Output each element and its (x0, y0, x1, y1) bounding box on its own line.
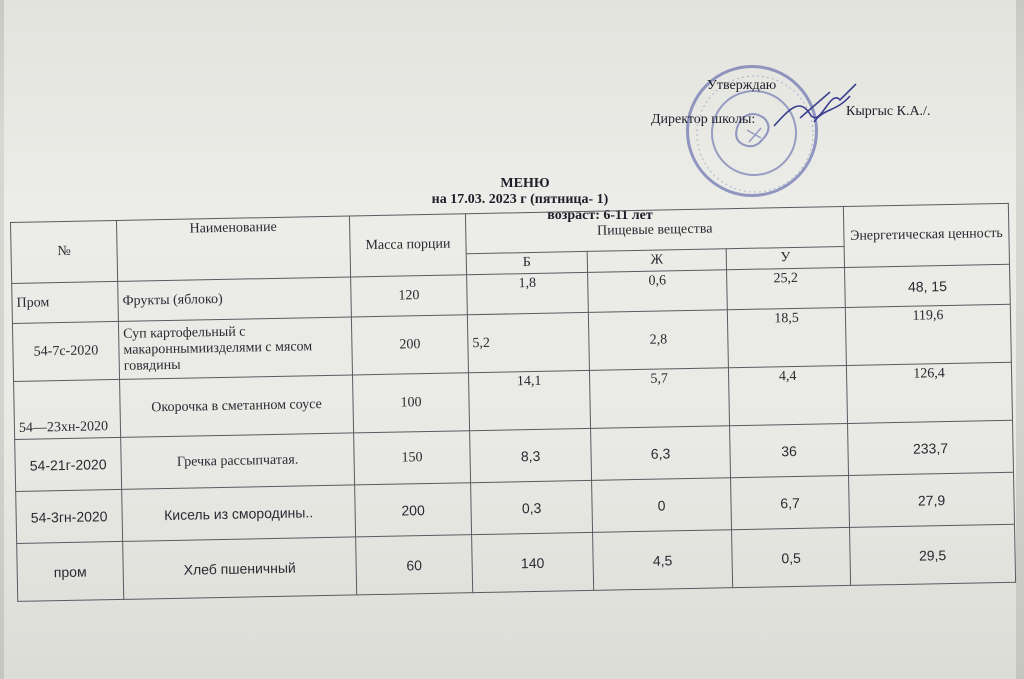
row-u: 36 (730, 423, 849, 477)
row-zh: 6,3 (591, 426, 731, 481)
row-name: Суп картофельный с макароннымиизделями с мясом говядины (118, 317, 352, 379)
row-u: 25,2 (727, 267, 846, 309)
row-energy: 119,6 (845, 304, 1011, 365)
row-mass: 100 (352, 373, 469, 433)
row-energy: 48, 15 (845, 264, 1011, 307)
row-num: Пром (12, 281, 119, 323)
row-num: 54—23хн-2020 (14, 379, 121, 439)
row-name: Гречка рассыпчатая. (121, 433, 355, 489)
row-energy: 29,5 (850, 524, 1016, 585)
header-zh: Ж (587, 249, 726, 273)
header-b: Б (466, 251, 587, 274)
row-u: 18,5 (727, 307, 846, 367)
approve-label: Утверждаю (707, 78, 777, 93)
row-name: Окорочка в сметанном соусе (120, 375, 354, 437)
row-b: 8,3 (470, 428, 592, 482)
age-range: возраст: 6-11 лет (547, 208, 653, 223)
row-b: 140 (472, 532, 594, 592)
header-energy: Энергетическая ценность (843, 203, 1009, 267)
row-energy: 27,9 (849, 472, 1015, 527)
row-zh: 4,5 (593, 530, 733, 591)
menu-title: МЕНЮ (500, 176, 550, 191)
header-num: № (11, 220, 118, 283)
row-num: 54-7с-2020 (12, 321, 119, 381)
row-mass: 120 (351, 275, 468, 317)
header-nutrients: Пищевые вещества (465, 206, 844, 253)
row-mass: 200 (351, 315, 468, 375)
row-num: пром (17, 541, 124, 601)
row-u: 6,7 (731, 475, 850, 529)
header-mass: Масса порции (349, 214, 466, 277)
row-num: 54-21г-2020 (15, 437, 122, 491)
header-u: У (726, 246, 844, 269)
row-u: 4,4 (728, 365, 847, 425)
row-mass: 200 (355, 483, 472, 537)
row-name: Фрукты (яблоко) (118, 277, 352, 321)
menu-table (10, 203, 1016, 602)
director-signature-icon (770, 78, 860, 138)
row-zh: 0,6 (588, 270, 728, 313)
director-name: Кыргыс К.А./. (846, 104, 931, 119)
row-energy: 126,4 (846, 362, 1012, 423)
row-zh: 2,8 (588, 310, 728, 371)
row-b: 14,1 (468, 370, 590, 430)
header-name: Наименование (116, 216, 350, 281)
row-b: 1,8 (467, 272, 589, 314)
row-b: 5,2 (467, 312, 589, 372)
row-zh: 0 (592, 478, 732, 533)
row-mass: 60 (356, 535, 473, 595)
row-name: Хлеб пшеничный (123, 537, 357, 599)
row-b: 0,3 (471, 480, 593, 534)
director-label: Директор школы: (651, 112, 756, 127)
row-energy: 233,7 (848, 420, 1014, 475)
row-zh: 5,7 (589, 368, 729, 429)
row-mass: 150 (354, 431, 471, 485)
row-num: 54-3гн-2020 (16, 489, 123, 543)
row-u: 0,5 (732, 527, 851, 587)
row-name: Кисель из смородины.. (122, 485, 356, 541)
menu-date: на 17.03. 2023 г (пятница- 1) (431, 192, 609, 207)
